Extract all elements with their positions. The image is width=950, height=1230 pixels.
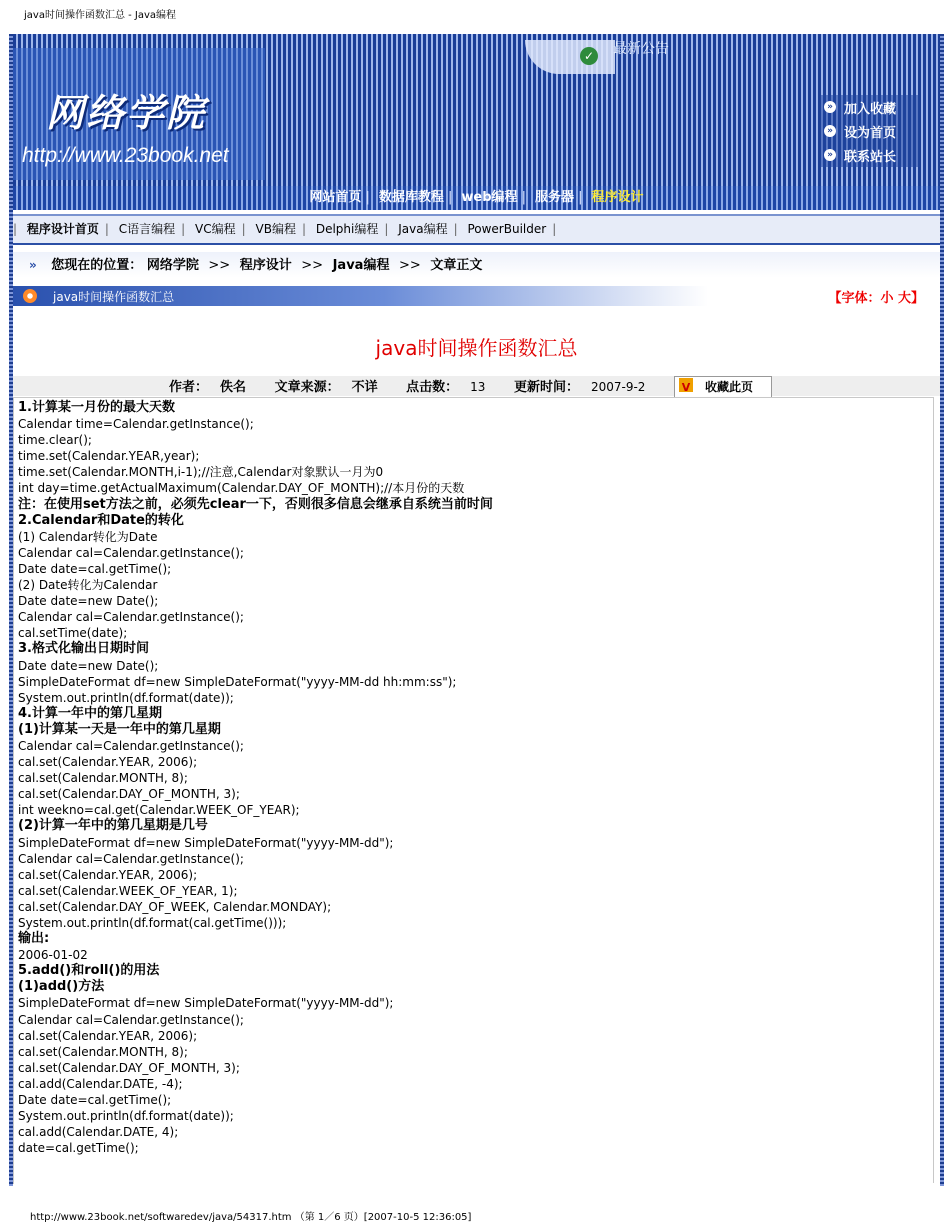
- nav-separator: |: [365, 190, 370, 205]
- sub-nav-c[interactable]: C语言编程: [118, 222, 176, 236]
- favorite-button[interactable]: [674, 376, 772, 398]
- content-line: Calendar cal=Calendar.getInstance();: [18, 1012, 244, 1027]
- nav-separator: |: [301, 222, 306, 236]
- quick-link-homepage[interactable]: [820, 119, 920, 143]
- nav-separator: |: [578, 190, 583, 205]
- bullet-icon: »: [824, 125, 836, 137]
- clicks-value: 13: [470, 380, 486, 394]
- flower-icon: [23, 289, 37, 303]
- site-logo[interactable]: 网络学院: [46, 91, 207, 135]
- content-line: System.out.println(df.format(date));: [18, 690, 234, 705]
- article-meta: [13, 376, 940, 396]
- content-line: Calendar cal=Calendar.getInstance();: [18, 545, 244, 560]
- breadcrumb: [13, 252, 940, 278]
- content-line: System.out.println(df.format(date));: [18, 1109, 234, 1124]
- bullet-icon: »: [824, 101, 836, 113]
- quick-link-bookmark[interactable]: [820, 95, 920, 119]
- content-line: (2)计算一年中的第几星期是几号: [18, 818, 208, 834]
- article-bar-title: java时间操作函数汇总: [53, 290, 175, 304]
- nav-separator: |: [13, 222, 18, 236]
- content-line: cal.set(Calendar.MONTH, 8);: [18, 1044, 188, 1059]
- content-line: cal.setTime(date);: [18, 626, 128, 641]
- content-line: cal.set(Calendar.DAY_OF_MONTH, 3);: [18, 1060, 240, 1075]
- clicks-label: 点击数：: [406, 380, 459, 395]
- article-content: [18, 400, 918, 1156]
- favorite-label: 收藏此页: [704, 380, 753, 394]
- quick-link-label: 联系站长: [844, 149, 897, 165]
- sub-nav-powerbuilder[interactable]: PowerBuilder: [467, 222, 547, 236]
- content-line: Calendar cal=Calendar.getInstance();: [18, 610, 244, 625]
- updated-info: [514, 380, 657, 395]
- content-line: 5.add()和roll()的用法: [18, 963, 160, 979]
- breadcrumb-separator: >>: [301, 258, 324, 273]
- nav-separator: |: [521, 190, 526, 205]
- content-line: cal.set(Calendar.YEAR, 2006);: [18, 867, 198, 882]
- updated-label: 更新时间：: [513, 380, 579, 395]
- quick-link-contact[interactable]: [820, 143, 920, 167]
- right-border: [940, 34, 944, 1186]
- content-line: (1)add()方法: [18, 979, 105, 995]
- quick-link-label: 加入收藏: [844, 101, 897, 117]
- article-header-bar: [13, 286, 940, 306]
- breadcrumb-item-article: 文章正文: [430, 258, 483, 273]
- content-line: 1.计算某一月份的最大天数: [18, 400, 175, 415]
- content-line: cal.set(Calendar.DAY_OF_WEEK, Calendar.MONDAY);: [18, 899, 332, 914]
- content-line: Date date=new Date();: [18, 594, 159, 609]
- main-nav-home[interactable]: 网站首页: [309, 190, 362, 205]
- content-line: SimpleDateFormat df=new SimpleDateFormat("yyyy-MM-dd hh:mm:ss");: [18, 674, 457, 689]
- source-info: [275, 380, 390, 395]
- nav-separator: |: [453, 222, 458, 236]
- main-nav-server[interactable]: 服务器: [535, 190, 575, 205]
- main-nav: [13, 186, 940, 210]
- content-line: cal.set(Calendar.MONTH, 8);: [18, 771, 188, 786]
- content-line: Calendar cal=Calendar.getInstance();: [18, 851, 244, 866]
- content-line: Date date=cal.getTime();: [18, 561, 172, 576]
- sub-nav-delphi[interactable]: Delphi编程: [315, 222, 379, 236]
- content-line: date=cal.getTime();: [18, 1141, 139, 1156]
- breadcrumb-item-home[interactable]: 网络学院: [146, 258, 199, 273]
- content-line: SimpleDateFormat df=new SimpleDateFormat("yyyy-MM-dd");: [18, 835, 394, 850]
- notice-label[interactable]: 最新公告: [613, 41, 669, 57]
- sub-nav: [13, 214, 940, 245]
- check-icon: ✓: [580, 47, 598, 65]
- print-page-title: java时间操作函数汇总 - Java编程: [24, 10, 177, 21]
- breadcrumb-item-programming[interactable]: 程序设计: [239, 258, 292, 273]
- content-line: cal.set(Calendar.WEEK_OF_YEAR, 1);: [18, 883, 238, 898]
- content-line: cal.set(Calendar.DAY_OF_MONTH, 3);: [18, 787, 240, 802]
- content-line: 3.格式化输出日期时间: [18, 641, 149, 657]
- content-line: Date date=cal.getTime();: [18, 1093, 172, 1108]
- content-line: (2) Date转化为Calendar: [18, 578, 158, 593]
- content-line: int day=time.getActualMaximum(Calendar.DAY_OF_MONTH);//本月份的天数: [18, 481, 465, 496]
- breadcrumb-prefix: 您现在的位置：: [51, 258, 143, 273]
- favorite-icon: V: [679, 378, 693, 392]
- content-line: Date date=new Date();: [18, 658, 159, 673]
- nav-separator: |: [552, 222, 557, 236]
- author-info: [169, 380, 258, 395]
- content-line: time.clear();: [18, 433, 92, 448]
- author-value: 佚名: [220, 380, 247, 395]
- sub-nav-vc[interactable]: VC编程: [195, 222, 236, 236]
- content-line: cal.set(Calendar.YEAR, 2006);: [18, 1028, 198, 1043]
- main-nav-programming[interactable]: 程序设计: [591, 190, 644, 205]
- nav-separator: |: [384, 222, 389, 236]
- content-line: SimpleDateFormat df=new SimpleDateFormat("yyyy-MM-dd");: [18, 996, 394, 1011]
- breadcrumb-separator: >>: [208, 258, 231, 273]
- quick-links: [820, 95, 920, 167]
- content-line: time.set(Calendar.MONTH,i-1);//注意,Calendar对象默认一月为0: [18, 465, 384, 480]
- main-nav-web[interactable]: web编程: [461, 190, 518, 205]
- nav-separator: |: [241, 222, 246, 236]
- content-line: Calendar time=Calendar.getInstance();: [18, 417, 254, 432]
- content-line: int weekno=cal.get(Calendar.WEEK_OF_YEAR);: [18, 803, 300, 818]
- clicks-info: [406, 380, 497, 395]
- nav-separator: |: [447, 190, 453, 205]
- content-line: (1) Calendar转化为Date: [18, 529, 158, 544]
- source-label: 文章来源：: [274, 380, 340, 395]
- site-url: http://www.23book.net: [22, 144, 229, 167]
- content-line: System.out.println(df.format(cal.getTime()));: [18, 916, 287, 930]
- source-value: 不详: [351, 380, 378, 395]
- content-frame-edge: [933, 397, 934, 1183]
- nav-separator: |: [104, 222, 109, 236]
- quick-link-label: 设为首页: [844, 125, 897, 141]
- content-line: (1)计算某一天是一年中的第几星期: [18, 721, 221, 737]
- author-label: 作者：: [169, 380, 209, 395]
- content-line: time.set(Calendar.YEAR,year);: [18, 449, 200, 464]
- content-line: cal.add(Calendar.DATE, -4);: [18, 1076, 183, 1091]
- bullet-icon: »: [824, 149, 836, 161]
- breadcrumb-separator: >>: [398, 258, 421, 273]
- sub-nav-java[interactable]: Java编程: [398, 222, 448, 236]
- print-footer: http://www.23book.net/softwaredev/java/54317.htm （第 1／6 页）[2007-10-5 12:36:05]: [30, 1212, 472, 1223]
- double-arrow-icon: »: [29, 258, 37, 272]
- content-line: 注：在使用set方法之前，必须先clear一下，否则很多信息会继承自系统当前时间: [18, 496, 493, 512]
- sub-nav-programming-home[interactable]: 程序设计首页: [26, 222, 99, 236]
- content-line: cal.add(Calendar.DATE, 4);: [18, 1125, 179, 1140]
- content-line: 2.Calendar和Date的转化: [18, 512, 184, 528]
- updated-value: 2007-9-2: [590, 380, 646, 394]
- font-size-control[interactable]: 【字体：小 大】: [828, 291, 924, 306]
- sub-nav-vb[interactable]: VB编程: [255, 222, 296, 236]
- content-line: 输出:: [18, 931, 50, 947]
- content-line: Calendar cal=Calendar.getInstance();: [18, 738, 244, 753]
- article-title: java时间操作函数汇总: [375, 336, 578, 360]
- main-nav-database[interactable]: 数据库教程: [378, 190, 444, 205]
- content-line: 2006-01-02: [18, 948, 88, 963]
- content-line: cal.set(Calendar.YEAR, 2006);: [18, 755, 198, 770]
- content-line: 4.计算一年中的第几星期: [18, 705, 162, 721]
- nav-separator: |: [181, 222, 186, 236]
- breadcrumb-item-java[interactable]: Java编程: [332, 258, 390, 273]
